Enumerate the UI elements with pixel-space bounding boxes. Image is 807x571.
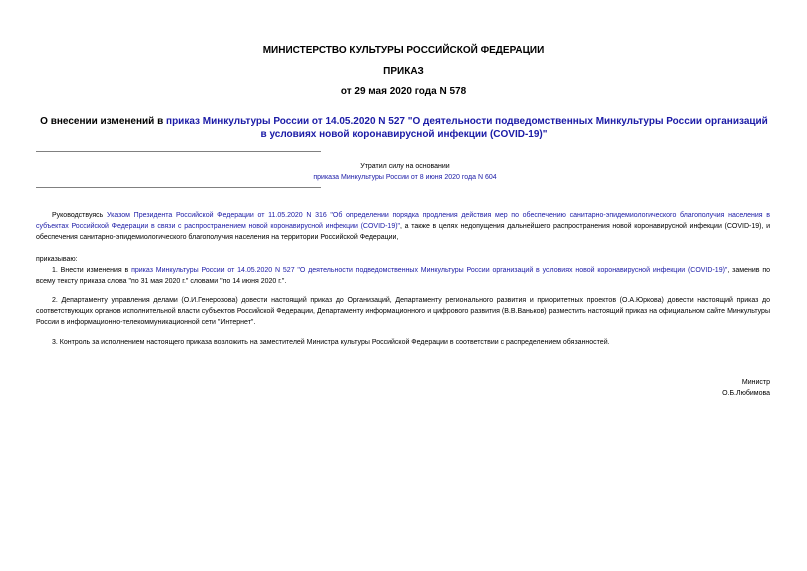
order-word: приказываю:: [36, 256, 78, 263]
basis-link[interactable]: приказа Минкультуры России от 8 июня 2020 года N 604: [313, 174, 497, 181]
clause-2: 2. Департаменту управления делами (О.И.Генерозова) довести настоящий приказ до Организаций, Департаменту регионального развития и приоритетных проектов (О.А.Юркова) довести настоящий приказ до соответствующих органов исполнительной власти субъектов Российской Федерации, Департаменту информационного и цифрового развития (В.В.Ваньков) разместить настоящий приказ на официальном сайте Минкультуры России в информационно-телекоммуникационной сети "Интернет".: [36, 297, 770, 326]
subject-prefix: О внесении изменений в: [40, 116, 167, 127]
lost-force-note: Утратил силу на основании: [360, 163, 450, 170]
subject-link[interactable]: приказ Минкультуры России от 14.05.2020 N 527 "О деятельности подведомственных Минкультуры России организаций в условиях новой коронавирусной инфекции (COVID-19)": [166, 116, 768, 140]
ministry-heading: МИНИСТЕРСТВО КУЛЬТУРЫ РОССИЙСКОЙ ФЕДЕРАЦИИ: [262, 45, 545, 56]
divider-bottom: [36, 187, 321, 188]
preamble-suffix: , а также в целях недопущения дальнейшего распространения новой коронавирусной инфекции (COVID-19), и обеспечения санитарно-эпидемиологического благополучия населения на территории Российской Федерации,: [36, 223, 770, 241]
preamble-paragraph: [36, 210, 770, 243]
decree-link[interactable]: Указом Президента Российской Федерации от 11.05.2020 N 316 "Об определении порядка продления действия мер по обеспечению санитарно-эпидемиологического благополучия населения в субъектах Российской Федерации в связи с распространением новой коронавирусной инфекции (COVID-19)": [36, 212, 770, 230]
clause-1-prefix: 1. Внести изменения в: [52, 267, 132, 274]
document-type: ПРИКАЗ: [383, 66, 424, 77]
document-subject: [36, 115, 772, 141]
document-date-number: от 29 мая 2020 года N 578: [340, 86, 467, 97]
amended-order-link[interactable]: приказ Минкультуры России от 14.05.2020 N 527 "О деятельности подведомственных Минкультуры России организаций в условиях новой коронавирусной инфекции (COVID-19)": [131, 267, 728, 274]
lost-force-basis: [280, 174, 530, 181]
clause-1: [36, 265, 770, 287]
clause-3: 3. Контроль за исполнением настоящего приказа возложить на заместителей Министра культуры Российской Федерации в соответствии с распределением обязанностей.: [52, 339, 610, 346]
signature-title: Министр: [741, 379, 770, 386]
divider-top: [36, 151, 321, 152]
clause-1-suffix: , заменив по всему тексту приказа слова "по 31 мая 2020 г." словами "по 14 июня 2020 г.".: [36, 267, 770, 285]
preamble-prefix: Руководствуясь: [52, 212, 107, 219]
signature-name: О.Б.Любимова: [722, 390, 770, 397]
